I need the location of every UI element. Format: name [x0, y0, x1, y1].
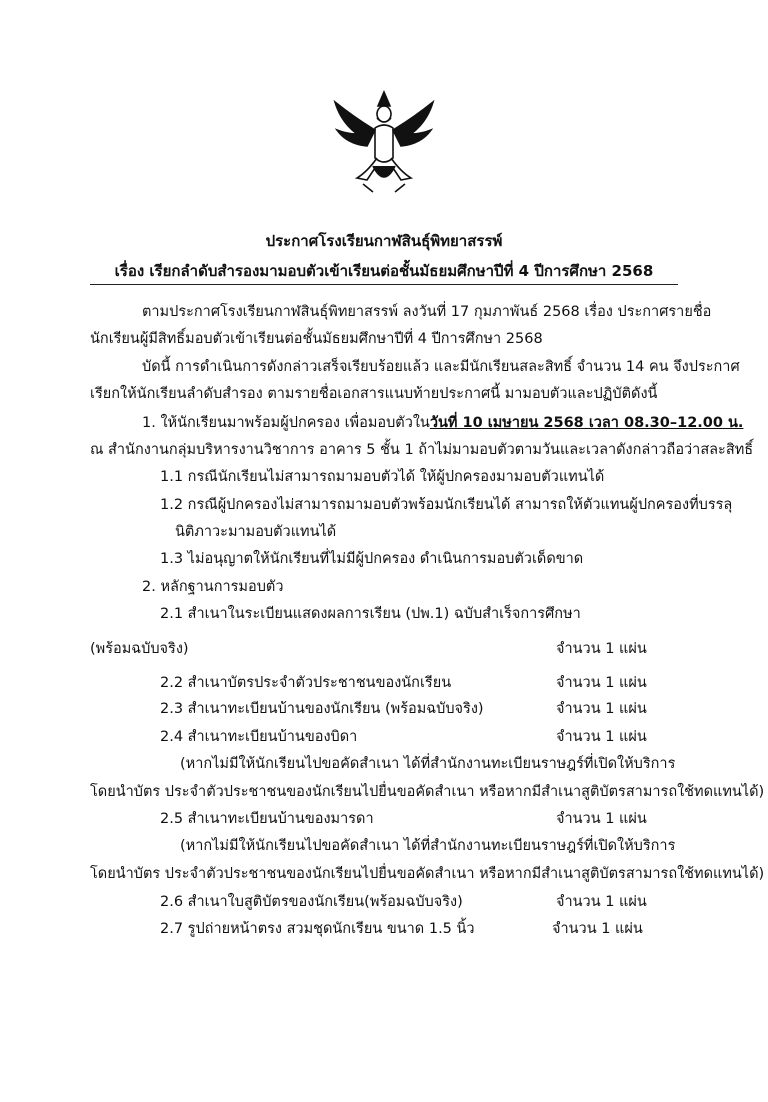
item-2-6: 2.6 สำเนาใบสูติบัตรของนักเรียน(พร้อมฉบับจริง): [160, 894, 463, 910]
item-1: [142, 413, 743, 433]
garuda-emblem-icon: [327, 88, 441, 198]
item-1-1: 1.1 กรณีนักเรียนไม่สามารถมามอบตัวได้ ให้ผู้ปกครองมามอบตัวแทนได้: [160, 469, 605, 485]
announcement-subject: เรื่อง เรียกลำดับสำรองมามอบตัวเข้าเรียนต่อชั้นมัธยมศึกษาปีที่ 4 ปีการศึกษา 2568: [114, 262, 654, 280]
item-1-2-line-1: 1.2 กรณีผู้ปกครองไม่สามารถมามอบตัวพร้อมนักเรียนได้ สามารถให้ตัวแทนผู้ปกครองที่บรรลุ: [160, 497, 733, 513]
paragraph-2-line-2: เรียกให้นักเรียนลำดับสำรอง ตามรายชื่อเอกสารแนบท้ายประกาศนี้ มามอบตัวและปฏิบัติดังนี้: [90, 386, 658, 402]
item-1-line-2: ณ สำนักงานกลุ่มบริหารงานวิชาการ อาคาร 5 ชั้น 1 ถ้าไม่มามอบตัวตามวันและเวลาดังกล่าวถือว่าสละสิทธิ์: [90, 442, 754, 458]
item-2-1-qty: จำนวน 1 แผ่น: [556, 641, 647, 657]
item-1-text: 1. ให้นักเรียนมาพร้อมผู้ปกครอง เพื่อมอบตัวใน: [142, 415, 430, 431]
item-2-6-qty: จำนวน 1 แผ่น: [556, 894, 647, 910]
item-2-4-qty: จำนวน 1 แผ่น: [556, 729, 647, 745]
item-2-4-note-line-2: โดยนำบัตร ประจำตัวประชาชนของนักเรียนไปยื่นขอคัดสำเนา หรือหากมีสำเนาสูติบัตรสามารถใช้ทดแทนได้): [90, 784, 765, 800]
item-2-7-qty: จำนวน 1 แผ่น: [552, 921, 643, 937]
announcement-title: ประกาศโรงเรียนกาฬสินธุ์พิทยาสรรพ์: [265, 232, 503, 250]
item-2-2: 2.2 สำเนาบัตรประจำตัวประชาชนของนักเรียน: [160, 675, 452, 691]
paragraph-1-line-1: ตามประกาศโรงเรียนกาฬสินธุ์พิทยาสรรพ์ ลงวันที่ 17 กุมภาพันธ์ 2568 เรื่อง ประกาศรายชื่อ: [142, 304, 712, 320]
divider: [90, 284, 678, 285]
item-2-5-qty: จำนวน 1 แผ่น: [556, 811, 647, 827]
item-2-5: 2.5 สำเนาทะเบียนบ้านของมารดา: [160, 811, 374, 827]
item-2-3: 2.3 สำเนาทะเบียนบ้านของนักเรียน (พร้อมฉบับจริง): [160, 701, 484, 717]
paragraph-2-line-1: บัดนี้ การดำเนินการดังกล่าวเสร็จเรียบร้อยแล้ว และมีนักเรียนสละสิทธิ์ จำนวน 14 คน จึงประกาศ: [142, 359, 740, 375]
item-2-1-line-2: (พร้อมฉบับจริง): [90, 641, 189, 657]
item-2-2-qty: จำนวน 1 แผ่น: [556, 675, 647, 691]
item-1-2-line-2: นิติภาวะมามอบตัวแทนได้: [175, 524, 337, 540]
item-2-5-note-line-2: โดยนำบัตร ประจำตัวประชาชนของนักเรียนไปยื่นขอคัดสำเนา หรือหากมีสำเนาสูติบัตรสามารถใช้ทดแทนได้): [90, 866, 765, 882]
item-2-1-line-1: 2.1 สำเนาในระเบียนแสดงผลการเรียน (ปพ.1) ฉบับสำเร็จการศึกษา: [160, 606, 581, 622]
paragraph-1-line-2: นักเรียนผู้มีสิทธิ์มอบตัวเข้าเรียนต่อชั้นมัธยมศึกษาปีที่ 4 ปีการศึกษา 2568: [90, 331, 543, 347]
item-2-7: 2.7 รูปถ่ายหน้าตรง สวมชุดนักเรียน ขนาด 1.5 นิ้ว: [160, 921, 475, 937]
item-1-date: วันที่ 10 เมษายน 2568 เวลา 08.30–12.00 น.: [429, 415, 744, 431]
item-2-3-qty: จำนวน 1 แผ่น: [556, 701, 647, 717]
item-2-4: 2.4 สำเนาทะเบียนบ้านของบิดา: [160, 729, 358, 745]
item-2-4-note-line-1: (หากไม่มีให้นักเรียนไปขอคัดสำเนา ได้ที่สำนักงานทะเบียนราษฎร์ที่เปิดให้บริการ: [180, 756, 676, 772]
item-2-5-note-line-1: (หากไม่มีให้นักเรียนไปขอคัดสำเนา ได้ที่สำนักงานทะเบียนราษฎร์ที่เปิดให้บริการ: [180, 838, 676, 854]
item-1-3: 1.3 ไม่อนุญาตให้นักเรียนที่ไม่มีผู้ปกครอง ดำเนินการมอบตัวเด็ดขาด: [160, 551, 584, 567]
item-2: 2. หลักฐานการมอบตัว: [142, 579, 284, 595]
